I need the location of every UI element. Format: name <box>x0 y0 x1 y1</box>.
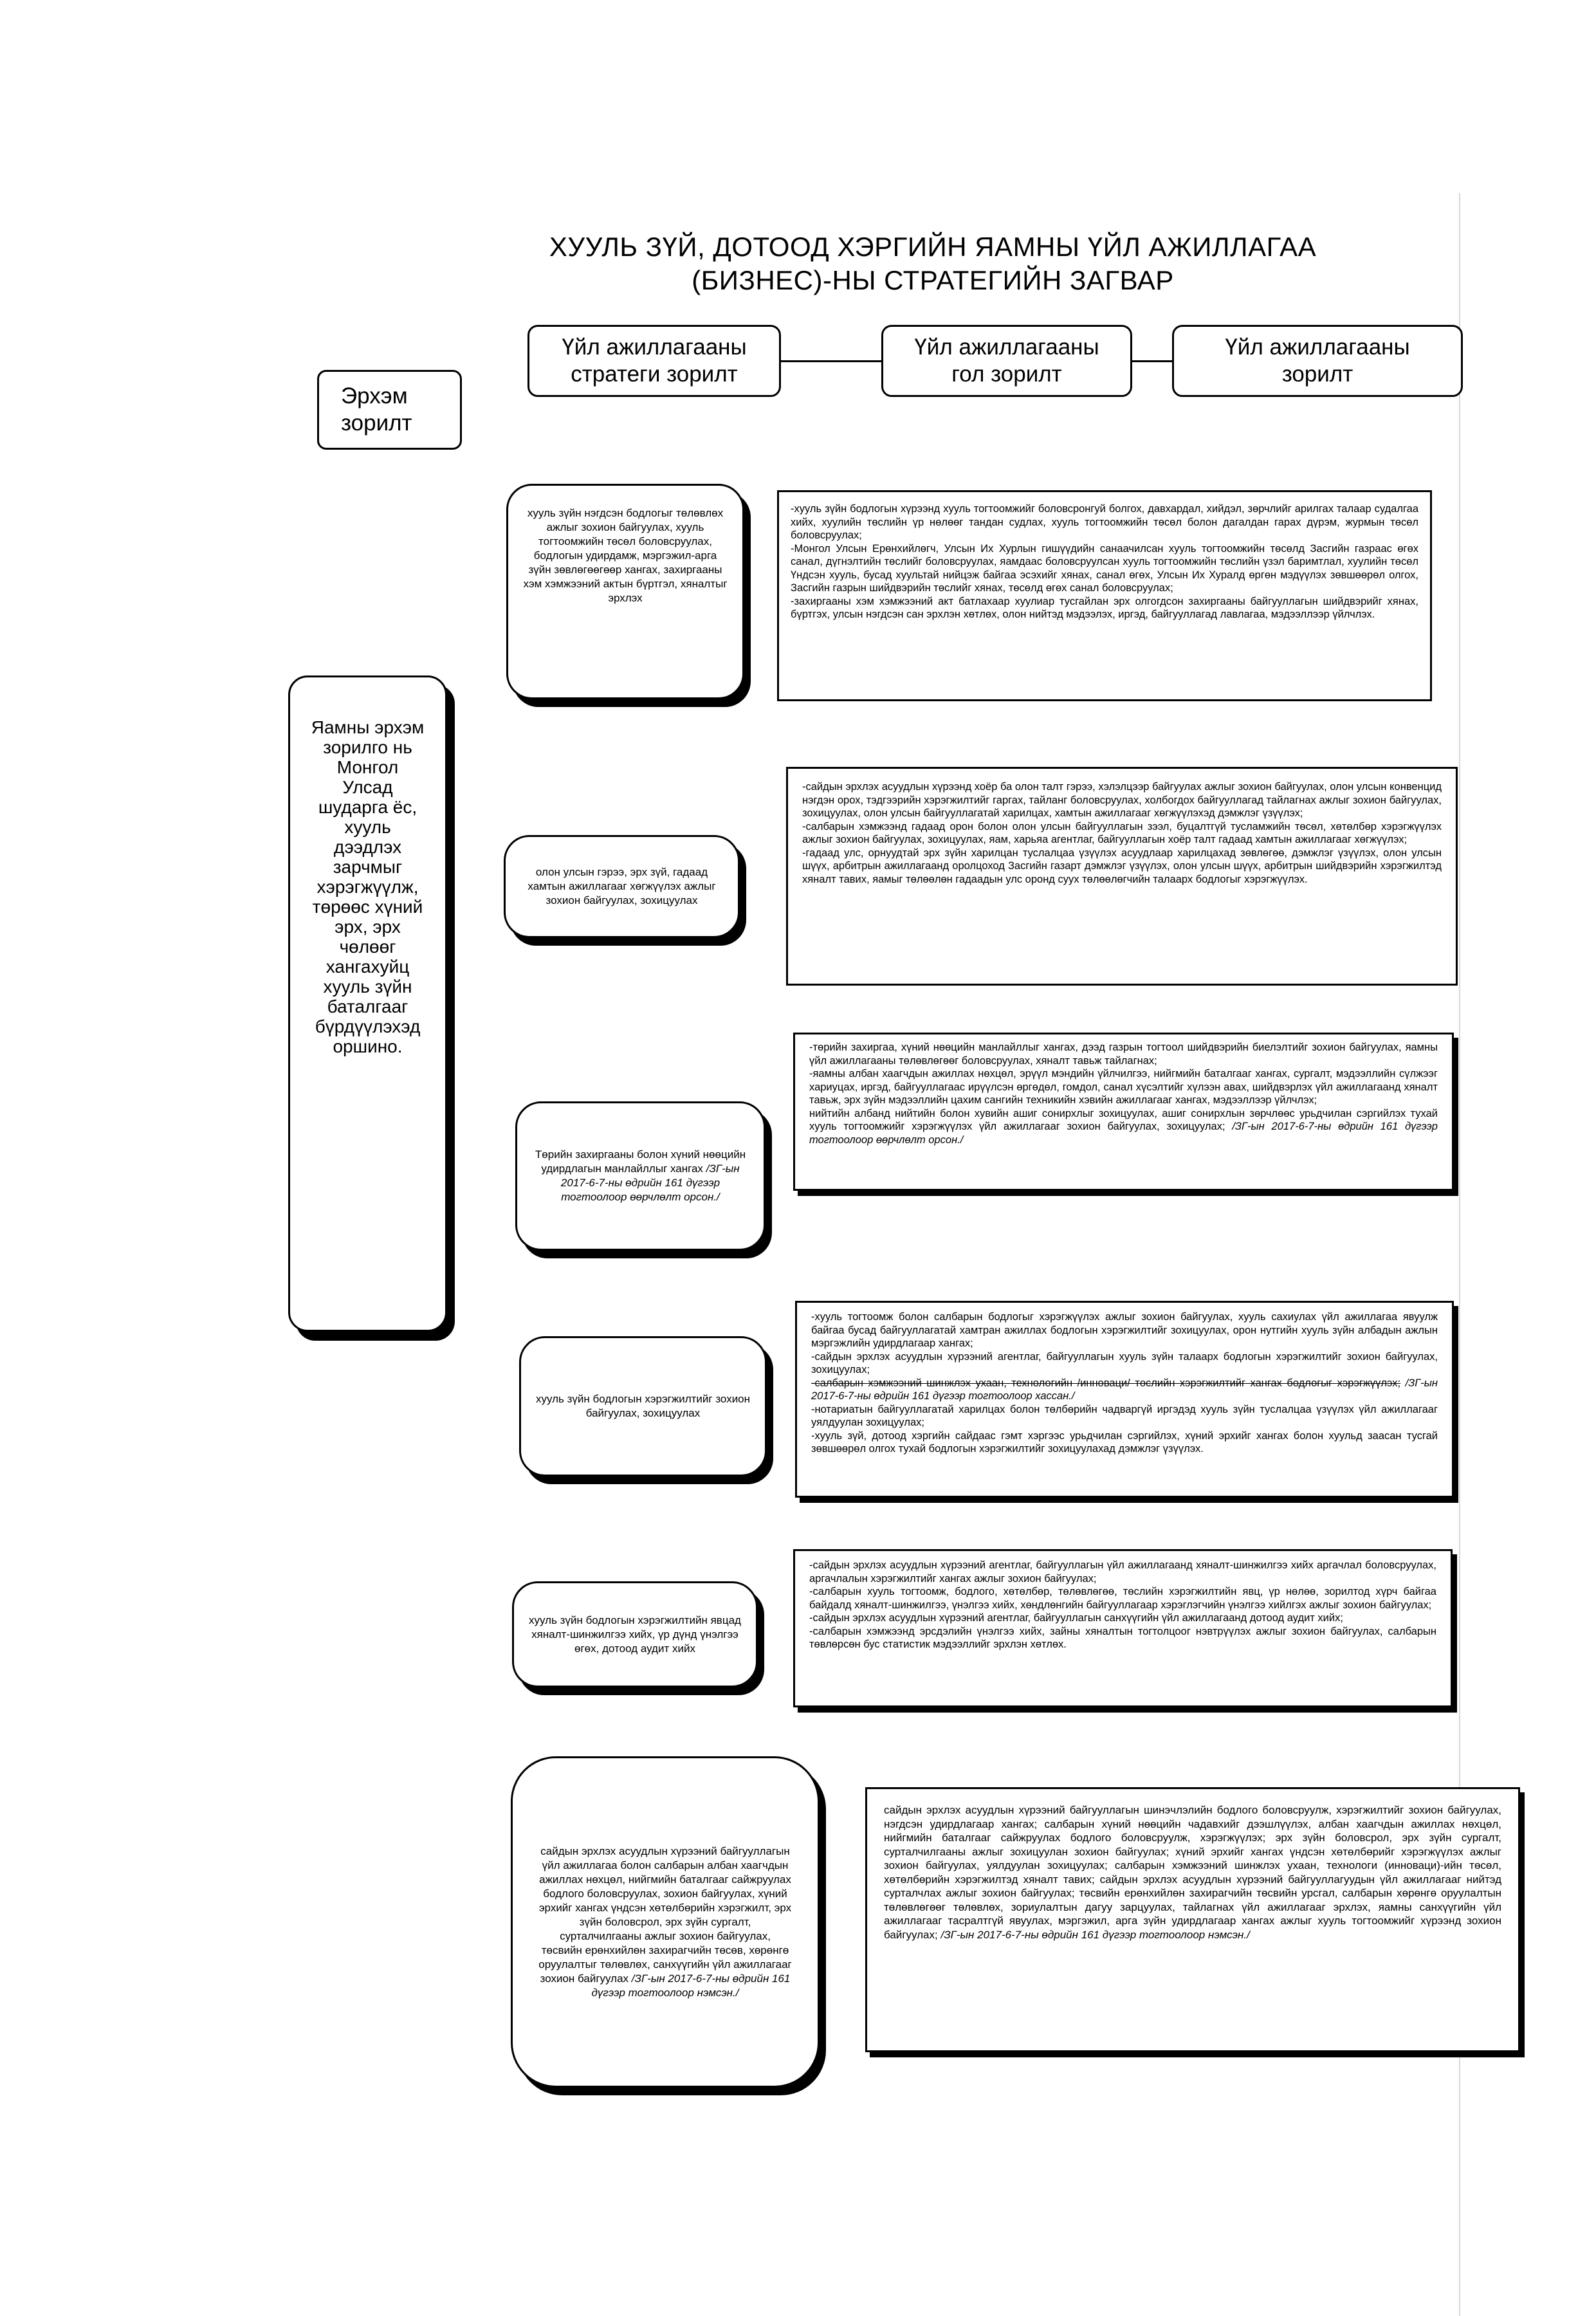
header-goal <box>1172 325 1463 397</box>
header-strategic-goal-line-2: стратеги зорилт <box>571 362 738 387</box>
header-strategic-goal <box>527 325 781 397</box>
goal-3-item-2: -яамны албан хаагчдын ажиллах нөхцөл, эрүүл мэндийн үйлчилгээ, нийгмийн баталгааг хангах, сургалт, мэдээллийн сүлжээг хариуцах, иргэд, байгууллагаас ирүүлсэн өргөдөл, гомдол, санал хүсэлтийг хүлээн авах, шийдвэрлэх үйл ажиллагаанд хяналт тавьж, эрх зүйн мэдээллийн цахим сангийн техникийн хэвийн ажиллагааг хангах, мэдээллээр үйлчлэх; <box>809 1068 1438 1106</box>
goal-5-item-4: -салбарын хэмжээнд эрсдэлийн үнэлгээ хийх, зайны хяналтын тогтолцоог нэвтрүүлэх ажлыг зохион байгуулах, салбарын төвлөрсөн бус статистик мэдээллийг эрхлэн хөтлөх. <box>809 1625 1436 1650</box>
strategy-box-1 <box>506 484 744 699</box>
goal-5-item-2: -салбарын хууль тогтоомж, бодлого, хөтөлбөр, төлөвлөгөө, төслийн хэрэгжилтийн явц, үр нөлөө, зорилтод хүрч байгаа байдалд хяналт-шинжилгээ, үнэлгээ хийх, хөндлөнгийн байгууллагаар хэрэглэгчийн үнэлгээ хийлгэх ажлыг зохион байгуулах; <box>809 1586 1436 1611</box>
goal-1-item-1: -хууль зүйн бодлогын хүрээнд хууль тогтоомжийг боловсронгуй болгох, давхардал, хийдэл, зөрчлийг арилгах талаар судалгаа хийх, хуулийн төслийн үр нөлөөг тандан судлах, хууль тогтоомжийн төсөл болон дагалдан гарах дүрэм, журмын төсөл боловсруулах; <box>791 503 1418 541</box>
strategy-text-1: хууль зүйн нэгдсэн бодлогыг төлөвлөх ажлыг зохион байгуулах, хууль тогтоомжийн төсөл боловсруулах, бодлогын удирдамж, мэргэжил-арга зүйн зөвлөгөөгөөр хангах, захиргааны хэм хэмжээний актын бүртгэл, хяналтыг эрхлэх <box>523 507 728 604</box>
goal-4-struck-note: /ЗГ-ын 2017-6-7-ны өдрийн 161 дүгээр тогтоолоор хассан./ <box>811 1377 1438 1402</box>
header-main-goal <box>881 325 1132 397</box>
strategy-text-3: Төрийн захиргааны болон хүний нөөцийн удирдлагын манлайллыг хангах <box>535 1148 746 1175</box>
header-main-goal-line-2: гол зорилт <box>951 362 1062 387</box>
strategy-text-2: олон улсын гэрээ, эрх зүй, гадаад хамтын ажиллагааг хөгжүүлэх ажлыг зохион байгуулах, зохицуулах <box>527 866 716 906</box>
header-mission-goal-line-1: Эрхэм <box>341 383 408 409</box>
goal-1-item-2: -Монгол Улсын Ерөнхийлөгч, Улсын Их Хурлын гишүүдийн санаачилсан хууль тогтоомжийн төсөлд Засгийн газраас өгөх санал, дүгнэлтийн төслийг боловсруулах, яамдаас боловсруулсан хууль тогтоомжийн төслийн үзэл баримтлал, хуулийн төсөл Үндсэн хууль, бусад хуультай нийцэж байгаа эсэхийг хянах, санал өгөх, Улсын Их Хуралд өргөн мэдүүлэх зөвшөөрөл олгох, Засгийн газрын шийдвэрийн төслийг хянах, төсөлд өгөх санал боловсруулах; <box>791 542 1418 594</box>
goal-5-item-3: -сайдын эрхлэх асуудлын хүрээний агентлаг, байгууллагын санхүүгийн үйл ажиллагаанд дотоод аудит хийх; <box>809 1612 1343 1624</box>
header-connector-1 <box>781 360 881 362</box>
strategy-box-2 <box>504 835 740 938</box>
goal-2-item-3: -гадаад улс, орнуудтай эрх зүйн харилцан туслалцаа үзүүлэх асуудлаар харилцахад зөвлөгөө, дэмжлэг үзүүлэх, олон улсын шүүх, арбитрын ажиллагаанд оролцоход Засгийн газарт дэмжлэг үзүүлэх, олон улсын шүүх, арбитрын шийдвэрийн хэрэгжилтэд хяналт тавих, яамыг төлөөлөн гадаадын улс оронд суух төлөөлөгчийн талаарх бодлогыг хэрэгжүүлэх. <box>802 847 1442 885</box>
goal-box-6 <box>865 1787 1520 2052</box>
goal-4-item-2: -сайдын эрхлэх асуудлын хүрээний агентлаг, байгууллагын хууль зүйн талаарх бодлогын хэрэгжилтийг зохион байгуулах, зохицуулах; <box>811 1350 1438 1375</box>
goal-4-item-4: -нотариатын байгууллагатай харилцах болон төлбөрийн чадваргүй иргэдэд хууль зүйн туслалцаа үзүүлэх үйл ажиллагааг уялдуулан зохицуулах; <box>811 1403 1438 1428</box>
goal-box-1 <box>777 490 1432 701</box>
goal-box-2 <box>786 767 1458 986</box>
goal-3-item-3: нийтийн албанд нийтийн болон хувийн ашиг сонирхлыг зохицуулах, ашиг сонирхлын зөрчлөөс урьдчилан сэргийлэх тухай хууль тогтоомжийг хэрэгжүүлэх үйл ажиллагааг зохион байгуулах, зохицуулах; <box>809 1107 1438 1132</box>
goal-2-item-1: -сайдын эрхлэх асуудлын хүрээнд хоёр ба олон талт гэрээ, хэлэлцээр байгуулах ажлыг зохион байгуулах, олон улсын конвенцид нэгдэн орох, тэдгээрийн хэрэгжилтийг гаргах, тайланг боловсруулах, холбогдох байгууллагад тайлагнах ажлыг зохион байгуулах, зохицуулах, олон улсын байгууллагатай харилцах, хамтын ажиллагааг хөгжүүлэхэд дэмжлэг үзүүлэх; <box>802 781 1442 819</box>
goal-box-3 <box>793 1033 1454 1191</box>
goal-4-item-5: -хууль зүй, дотоод хэргийн сайдаас гэмт хэргээс урьдчилан сэргийлэх, хүний эрхийг хангах болон хуульд заасан тусгай зөвшөөрөл олгох тухай бодлогын хэрэгжилтийг зохицуулахад дэмжлэг үзүүлэх. <box>811 1429 1438 1455</box>
goal-3-note: /ЗГ-ын 2017-6-7-ны өдрийн 161 дүгээр тогтоолоор өөрчлөлт орсон./ <box>809 1121 1438 1146</box>
strategy-text-6: сайдын эрхлэх асуудлын хүрээний байгууллагын үйл ажиллагаа болон салбарын албан хаагчдын ажиллах нөхцөл, нийгмийн баталгааг сайжруулах бодлого боловсруулах, зохион байгуулах, хүний эрхийг хангах үндсэн хөтөлбөрийн хэрэгжилт, эрх зүйн боловсрол, эрх зүйн сургалт, сурталчилгааны ажлыг зохион байгуулах, төсвийн ерөнхийлөн захирагчийн төсөв, хөрөнгө оруулалтыг төлөвлөх, санхүүгийн үйл ажиллагааг зохион байгуулах <box>538 1844 792 1985</box>
header-goal-line-2: зорилт <box>1281 362 1353 387</box>
header-goal-line-1: Үйл ажиллагааны <box>1225 335 1410 360</box>
header-connector-2 <box>1132 360 1172 362</box>
header-main-goal-line-1: Үйл ажиллагааны <box>914 335 1099 360</box>
strategy-box-6 <box>511 1756 820 2088</box>
title-line-2: (БИЗНЕС)-НЫ СТРАТЕГИЙН ЗАГВАР <box>692 265 1174 295</box>
header-mission-goal-line-2: зорилт <box>341 410 412 436</box>
title-line-1: ХУУЛЬ ЗҮЙ, ДОТООД ХЭРГИЙН ЯАМНЫ ҮЙЛ АЖИЛЛАГАА <box>549 232 1317 262</box>
strategy-note-6: /ЗГ-ын 2017-6-7-ны өдрийн 161 дүгээр тогтоолоор нэмсэн./ <box>591 1972 791 1999</box>
goal-4-struck-item: -салбарын хэмжээний шинжлэх ухаан, технологийн /инноваци/ төслийн хэрэгжилтийг хангах бодлогыг хэрэгжүүлэх; <box>811 1377 1401 1389</box>
strategy-text-5: хууль зүйн бодлогын хэрэгжилтийн явцад хяналт-шинжилгээ хийх, үр дүнд үнэлгээ өгөх, дотоод аудит хийх <box>529 1613 741 1655</box>
strategy-box-4 <box>519 1336 767 1476</box>
goal-2-item-2: -салбарын хэмжээнд гадаад орон болон олон улсын байгууллагын зээл, буцалтгүй тусламжийн төсөл, хөтөлбөр хэрэгжүүлэх ажлыг зохион байгуулах, зохицуулах, яам, харьяа агентлаг, байгууллагын хоёр талт гадаад хамтын ажиллагааг хөгжүүлэх; <box>802 820 1442 845</box>
strategy-note-3: /ЗГ-ын 2017-6-7-ны өдрийн 161 дүгээр тогтоолоор өөрчлөлт орсон./ <box>560 1163 740 1203</box>
goal-3-item-1: -төрийн захиргаа, хүний нөөцийн манлайллыг хангах, дээд газрын тогтоол шийдвэрийн биелэлтийг зохион байгуулах, яамны үйл ажиллагааны төлөвлөгөөг боловсруулах, хяналт тавьж тайлагнах; <box>809 1042 1438 1067</box>
goal-box-4 <box>795 1301 1454 1498</box>
mission-box <box>288 676 447 1332</box>
goal-4-item-1: -хууль тогтоомж болон салбарын бодлогыг хэрэгжүүлэх ажлыг зохион байгуулах, хууль сахиулах үйл ажиллагаа явуулж байгаа бусад байгууллагатай хамтран ажиллах бодлогын хэрэгжилтийг зохицуулах, орон нутгийн хууль зүйн албадын ажлын мэргэжлийн удирдлагаар хангах; <box>811 1311 1438 1349</box>
goal-6-note: /ЗГ-ын 2017-6-7-ны өдрийн 161 дүгээр тогтоолоор нэмсэн./ <box>940 1928 1250 1941</box>
strategy-text-4: хууль зүйн бодлогын хэрэгжилтийг зохион байгуулах, зохицуулах <box>535 1393 751 1419</box>
goal-6-item-1: сайдын эрхлэх асуудлын хүрээний байгууллагын шинэчлэлийн бодлого боловсруулж, хэрэгжилтийг зохион байгуулах, нэгдсэн удирдлагаар хангах; салбарын хүний нөөцийн чадавхийг дээшлүүлэх, албан хаагчдын ажиллах нөхцөл, нийгмийн баталгааг сайжруулах бодлого боловсруулж, хэрэгжүүлэх; эрх зүйн боловсрол, эрх зүйн сургалт, сурталчилгааны ажлыг зохицуулан зохион байгуулах; хүний эрхийг хангах үндсэн хөтөлбөрийг хэрэгжүүлэх ажлыг зохион байгуулах, уялдуулан зохицуулах; салбарын хэмжээний шинжлэх ухаан, технологи (инноваци)-ийн төсөл, хөтөлбөрийн хэрэгжилтэд хяналт тавих; сайдын эрхлэх асуудлын хүрээний байгууллагуудын үйл ажиллагааг нийтэд сурталчлах ажлыг зохион байгуулах; төсвийн ерөнхийлөн захирагчийн төсвийн урсгал, салбарын хөрөнгө оруулалтын төлөвлөгөөг төлөвлөх, зориулалтын дагуу зарцуулах, тайлагнах үйл ажиллагааг эрхлэх, яамны санхүүгийн үйл ажиллагааг тасралтгүй явуулах, мэргэжил, арга зүйн удирдлагаар хангах ажлыг хууль тогтоомжийг хүрээнд зохион байгуулах; <box>884 1804 1501 1941</box>
goal-1-item-3: -захиргааны хэм хэмжээний акт батлахаар хуулиар тусгайлан эрх олгогдсон захиргааны байгууллагын шийдвэрийг хянах, бүртгэх, улсын нэгдсэн сан эрхлэн хөтлөх, олон нийтэд мэдээлэх, иргэд, байгууллагад лавлагаа, мэдээллээр үйлчлэх. <box>791 595 1418 620</box>
header-mission-goal <box>317 370 462 450</box>
goal-5-item-1: -сайдын эрхлэх асуудлын хүрээний агентлаг, байгууллагын үйл ажиллагаанд хяналт-шинжилгээ хийх аргачлал боловсруулах, аргачлалын хэрэгжилтийг хангах ажлыг зохион байгуулах; <box>809 1559 1436 1585</box>
page-title <box>450 230 1415 297</box>
strategy-box-5 <box>512 1581 758 1687</box>
strategy-box-3 <box>515 1101 766 1251</box>
mission-text: Яамны эрхэм зорилго нь Монгол Улсад шударга ёс, хууль дээдлэх зарчмыг хэрэгжүүлж, төрөөс хүний эрх, эрх чөлөөг хангахуйц хууль зүйн баталгааг бүрдүүлэхэд оршино. <box>311 717 425 1056</box>
goal-box-5 <box>793 1549 1453 1707</box>
header-strategic-goal-line-1: Үйл ажиллагааны <box>562 335 747 360</box>
